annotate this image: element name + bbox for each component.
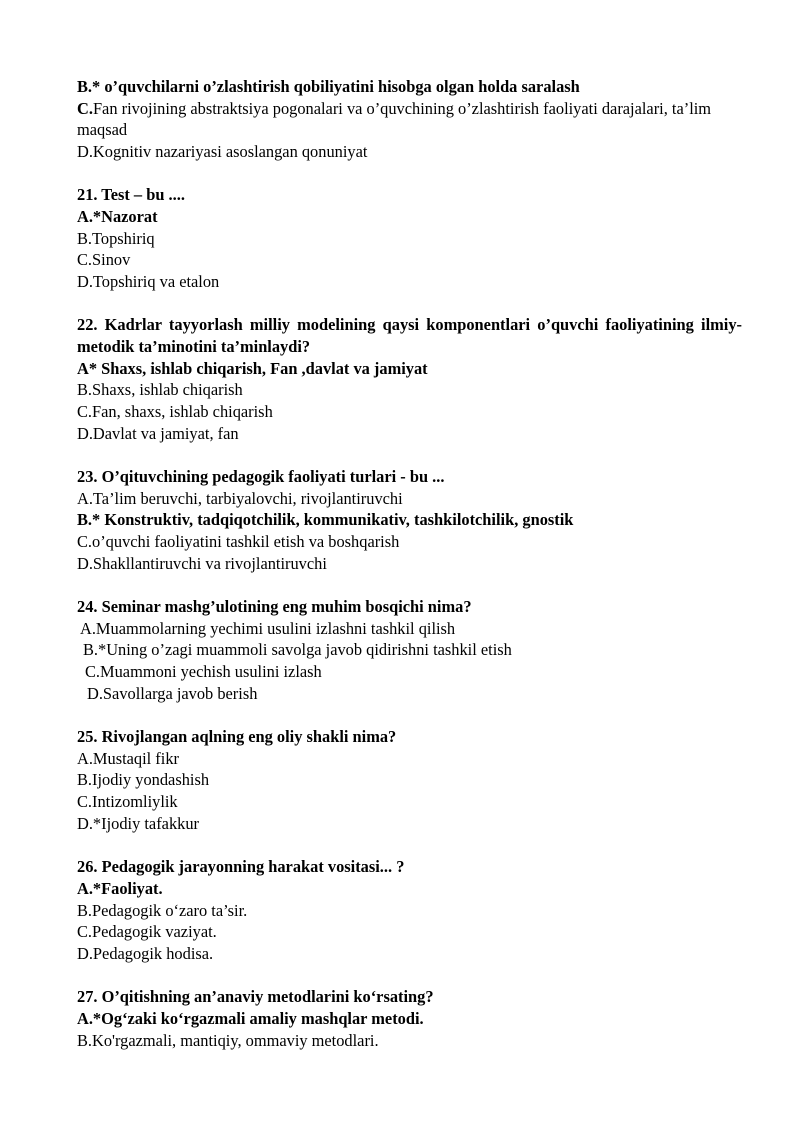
option-c: C.Sinov bbox=[77, 250, 131, 270]
spacer bbox=[77, 575, 742, 597]
option-c bbox=[77, 98, 742, 141]
question-text: 24. Seminar mashg’ulotining eng muhim bosqichi nima? bbox=[77, 597, 472, 617]
option-c: C.o’quvchi faoliyatini tashkil etish va boshqarish bbox=[77, 532, 400, 552]
question-block-26 bbox=[77, 856, 742, 965]
option-b: B.Ko'rgazmali, mantiqiy, ommaviy metodlari. bbox=[77, 1030, 379, 1050]
option-d-correct: D.*Ijodiy tafakkur bbox=[77, 813, 199, 833]
option-a: A.Muammolarning yechimi usulini izlashni tashkil qilish bbox=[80, 618, 456, 638]
question-text: 27. O’qitishning an’anaviy metodlarini ko‘rsating? bbox=[77, 987, 434, 1007]
spacer bbox=[77, 293, 742, 315]
option-c: C.Fan, shaxs, ishlab chiqarish bbox=[77, 402, 273, 422]
question-block-24 bbox=[77, 596, 742, 705]
spacer bbox=[77, 965, 742, 987]
option-d: D.Davlat va jamiyat, fan bbox=[77, 423, 239, 443]
option-c: C.Pedagogik vaziyat. bbox=[77, 922, 217, 942]
option-a-correct: A.*Og‘zaki ko‘rgazmali amaliy mashqlar metodi. bbox=[77, 1008, 424, 1028]
option-a-correct: A* Shaxs, ishlab chiqarish, Fan ,davlat va jamiyat bbox=[77, 358, 428, 378]
question-block-27 bbox=[77, 986, 742, 1051]
question-text: 22. Kadrlar tayyorlash milliy modelining qaysi komponentlari o’quvchi faoliyatining ilmiy-metodik ta’minotini ta’minlaydi? bbox=[77, 315, 742, 357]
question-block-25 bbox=[77, 726, 742, 835]
question-text: 23. O’qituvchining pedagogik faoliyati turlari - bu ... bbox=[77, 467, 445, 487]
option-d: D.Topshiriq va etalon bbox=[77, 272, 220, 292]
option-b-correct: B.*Uning o’zagi muammoli savolga javob qidirishni tashkil etish bbox=[83, 640, 512, 660]
question-block-22 bbox=[77, 314, 742, 444]
option-a: A.Mustaqil fikr bbox=[77, 748, 179, 768]
question-text: 26. Pedagogik jarayonning harakat vositasi... ? bbox=[77, 857, 405, 877]
previous-question-continuation bbox=[77, 76, 742, 163]
option-b: B.Ijodiy yondashish bbox=[77, 770, 210, 790]
option-d: D.Shakllantiruvchi va rivojlantiruvchi bbox=[77, 553, 327, 573]
option-b: B.Pedagogik o‘zaro ta’sir. bbox=[77, 900, 248, 920]
option-a-correct: A.*Faoliyat. bbox=[77, 878, 163, 898]
option-d: D.Kognitiv nazariyasi asoslangan qonuniyat bbox=[77, 142, 368, 162]
spacer bbox=[77, 445, 742, 467]
option-d: D.Pedagogik hodisa. bbox=[77, 943, 214, 963]
question-text: 21. Test – bu .... bbox=[77, 185, 185, 205]
option-c-text: Fan rivojining abstraktsiya pogonalari va o’quvchining o’zlashtirish faoliyati darajalari, ta’lim maqsad bbox=[77, 98, 712, 140]
spacer bbox=[77, 163, 742, 185]
spacer bbox=[77, 835, 742, 857]
option-b-correct: B.* Konstruktiv, tadqiqotchilik, kommunikativ, tashkilotchilik, gnostik bbox=[77, 510, 574, 530]
option-c-letter: C. bbox=[77, 98, 93, 118]
option-a: A.Ta’lim beruvchi, tarbiyalovchi, rivojlantiruvchi bbox=[77, 488, 403, 508]
spacer bbox=[77, 705, 742, 727]
question-text: 25. Rivojlangan aqlning eng oliy shakli nima? bbox=[77, 727, 397, 747]
option-b: B.Topshiriq bbox=[77, 228, 155, 248]
option-b: B.Shaxs, ishlab chiqarish bbox=[77, 380, 243, 400]
option-c: C.Intizomliylik bbox=[77, 792, 178, 812]
option-a-correct: A.*Nazorat bbox=[77, 207, 158, 227]
question-block-21 bbox=[77, 184, 742, 293]
question-block-23 bbox=[77, 466, 742, 575]
option-b-correct: B.* o’quvchilarni o’zlashtirish qobiliyatini hisobga olgan holda saralash bbox=[77, 77, 580, 96]
option-d: D.Savollarga javob berish bbox=[87, 683, 258, 703]
option-c: C.Muammoni yechish usulini izlash bbox=[85, 662, 322, 682]
